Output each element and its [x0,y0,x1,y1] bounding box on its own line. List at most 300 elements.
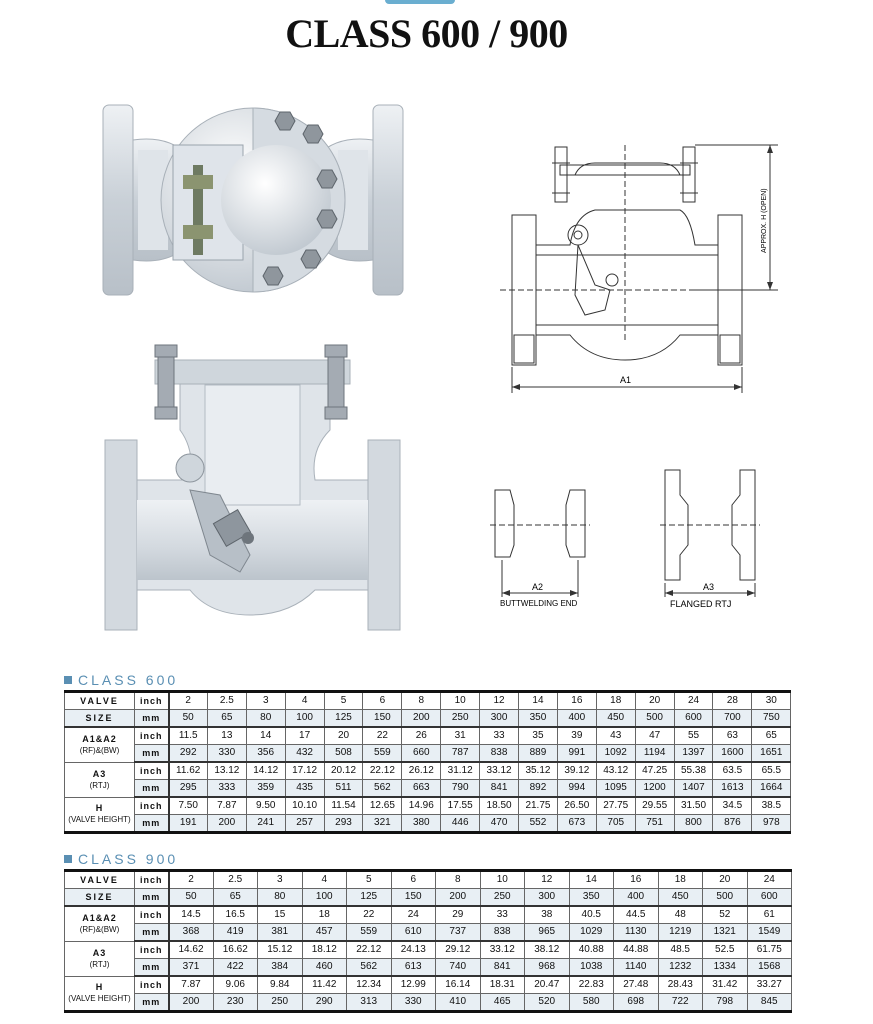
unit-cell: mm [135,889,169,907]
valve-exterior-illustration [98,95,408,305]
table-cell: 14 [569,871,614,889]
table-cell: 1568 [747,959,792,977]
table-cell: 800 [674,815,713,833]
table-cell: 12.99 [391,976,436,994]
table-cell: 460 [302,959,347,977]
row-label [65,906,135,941]
table-row [65,976,792,994]
flanged-rtj-label: FLANGED RTJ [670,599,732,609]
table-cell: 65.5 [752,762,791,780]
table-cell: 4 [285,692,324,710]
table-cell: 292 [169,745,208,763]
table-cell: 24 [391,906,436,924]
table-cell: 100 [302,889,347,907]
table-cell: 1095 [596,780,635,798]
table-cell: 876 [713,815,752,833]
row-label-main: A3 [92,947,107,958]
unit-cell: inch [135,797,169,815]
table-cell: 419 [213,924,258,942]
table-cell: 293 [324,815,363,833]
unit-cell: inch [135,906,169,924]
table-cell: 750 [752,710,791,728]
table-cell: 191 [169,815,208,833]
table-cell: 20.12 [324,762,363,780]
table-cell: 31.42 [703,976,748,994]
table-cell: 33.12 [480,941,525,959]
table-row [65,924,792,942]
table-cell: 1664 [752,780,791,798]
table-cell: 610 [391,924,436,942]
row-label [65,762,135,797]
table-cell: 380 [402,815,441,833]
table-cell: 1651 [752,745,791,763]
row-label-sub: (RTJ) [89,780,110,790]
table-cell: 48.5 [658,941,703,959]
row-label-main: H [95,803,104,814]
table-cell: 16.62 [213,941,258,959]
table-row [65,710,791,728]
table-cell: 740 [436,959,481,977]
table-cell: 600 [747,889,792,907]
table-cell: 700 [713,710,752,728]
table-cell: 29.55 [635,797,674,815]
table-cell: 20 [635,692,674,710]
table-cell: 43.12 [596,762,635,780]
table-cell: 737 [436,924,481,942]
table-cell: 613 [391,959,436,977]
table-cell: 368 [169,924,214,942]
table-cell: 31 [441,727,480,745]
table-cell: 3 [246,692,285,710]
unit-cell: inch [135,762,169,780]
unit-cell: mm [135,780,169,798]
buttwelding-end-label: BUTTWELDING END [500,599,578,608]
unit-cell: mm [135,745,169,763]
square-bullet-icon [64,855,72,863]
table-cell: 384 [258,959,303,977]
a2-dimension-label: A2 [532,582,544,592]
row-label [65,976,135,1012]
table-cell: 22.12 [347,941,392,959]
table-cell: 257 [285,815,324,833]
table-cell: 422 [213,959,258,977]
table-cell: 63 [713,727,752,745]
table-cell: 8 [402,692,441,710]
table-cell: 295 [169,780,208,798]
table-cell: 450 [596,710,635,728]
unit-cell: mm [135,924,169,942]
table-cell: 892 [519,780,558,798]
a1-dimension-label: A1 [620,375,632,385]
table-cell: 18 [658,871,703,889]
table-cell: 9.84 [258,976,303,994]
table-cell: 1397 [674,745,713,763]
table-cell: 18 [596,692,635,710]
table-cell: 13.12 [207,762,246,780]
table-cell: 508 [324,745,363,763]
table-cell: 22.83 [569,976,614,994]
table-cell: 559 [363,745,402,763]
unit-cell: inch [135,871,169,889]
table-cell: 787 [441,745,480,763]
table-cell: 698 [614,994,659,1012]
table-cell: 18.31 [480,976,525,994]
table-cell: 18.12 [302,941,347,959]
valve-section-illustration [100,340,405,635]
row-label-sub: (VALVE HEIGHT) [68,815,131,825]
table-cell: 371 [169,959,214,977]
table-cell: 28.43 [658,976,703,994]
table-cell: 446 [441,815,480,833]
table-row [65,780,791,798]
table-cell: 1092 [596,745,635,763]
table-row [65,815,791,833]
table-cell: 300 [480,710,519,728]
table-cell: 31.12 [441,762,480,780]
table-cell: 562 [363,780,402,798]
table-cell: 14.12 [246,762,285,780]
table-cell: 500 [703,889,748,907]
table-cell: 200 [169,994,214,1012]
table-cell: 465 [480,994,525,1012]
table-cell: 33 [480,906,525,924]
table-cell: 14 [519,692,558,710]
table-cell: 200 [402,710,441,728]
table-cell: 12.34 [347,976,392,994]
table-cell: 313 [347,994,392,1012]
table-cell: 994 [557,780,596,798]
unit-cell: inch [135,941,169,959]
table-cell: 5 [324,692,363,710]
table-cell: 44.5 [614,906,659,924]
table-cell: 150 [391,889,436,907]
table-cell: 1219 [658,924,703,942]
table-cell: 150 [363,710,402,728]
table-row [65,871,792,889]
table-cell: 330 [391,994,436,1012]
table-cell: 14 [246,727,285,745]
table-cell: 200 [207,815,246,833]
table-cell: 2 [169,871,214,889]
table-cell: 552 [519,815,558,833]
table-cell: 290 [302,994,347,1012]
table-cell: 22.12 [363,762,402,780]
table-cell: 722 [658,994,703,1012]
table-cell: 47.25 [635,762,674,780]
table-cell: 978 [752,815,791,833]
table-cell: 27.75 [596,797,635,815]
table-cell: 11.42 [302,976,347,994]
table-cell: 10 [480,871,525,889]
table-cell: 52.5 [703,941,748,959]
row-label [65,727,135,762]
table-cell: 359 [246,780,285,798]
table-cell: 250 [258,994,303,1012]
table-cell: 1549 [747,924,792,942]
table-cell: 10 [441,692,480,710]
table-cell: 1130 [614,924,659,942]
class900-heading-text: CLASS 900 [78,851,179,867]
row-label-sub: (RF)&(BW) [79,745,120,755]
table-cell: 16.14 [436,976,481,994]
table-cell: 381 [258,924,303,942]
table-cell: 432 [285,745,324,763]
square-bullet-icon [64,676,72,684]
table-cell: 28 [713,692,752,710]
table-cell: 798 [703,994,748,1012]
table-row [65,959,792,977]
table-row [65,727,791,745]
table-cell: 200 [436,889,481,907]
table-cell: 965 [525,924,570,942]
table-row [65,941,792,959]
table-cell: 330 [207,745,246,763]
table-cell: 125 [324,710,363,728]
table-cell: 47 [635,727,674,745]
table-cell: 1613 [713,780,752,798]
table-cell: 125 [347,889,392,907]
table-cell: 24 [674,692,713,710]
table-cell: 2.5 [213,871,258,889]
table-cell: 17 [285,727,324,745]
table-cell: 16 [614,871,659,889]
table-cell: 838 [480,745,519,763]
table-cell: 321 [363,815,402,833]
table-cell: 11.54 [324,797,363,815]
table-cell: 29.12 [436,941,481,959]
table-cell: 838 [480,924,525,942]
table-cell: 250 [441,710,480,728]
table-cell: 18 [302,906,347,924]
table-cell: 65 [752,727,791,745]
table-cell: 50 [169,889,214,907]
table-cell: 14.62 [169,941,214,959]
table-cell: 35.12 [519,762,558,780]
row-label: SIZE [65,710,135,728]
table-cell: 18.50 [480,797,519,815]
table-cell: 38.12 [525,941,570,959]
table-cell: 1321 [703,924,748,942]
unit-cell: mm [135,994,169,1012]
table-cell: 26.50 [557,797,596,815]
table-row [65,797,791,815]
table-cell: 1140 [614,959,659,977]
table-cell: 6 [363,692,402,710]
row-label: VALVE [65,692,135,710]
table-cell: 33.12 [480,762,519,780]
table-cell: 16 [557,692,596,710]
table-cell: 5 [347,871,392,889]
table-cell: 1334 [703,959,748,977]
table-cell: 7.50 [169,797,208,815]
table-cell: 841 [480,959,525,977]
table-cell: 80 [246,710,285,728]
table-cell: 40.88 [569,941,614,959]
table-cell: 9.50 [246,797,285,815]
table-cell: 21.75 [519,797,558,815]
buttwelding-end-drawing [490,485,590,610]
class600-heading [64,672,178,688]
row-label-sub: (RTJ) [89,959,110,969]
table-cell: 2.5 [207,692,246,710]
table-cell: 13 [207,727,246,745]
row-label: SIZE [65,889,135,907]
row-label-main: A3 [92,768,107,779]
table-cell: 968 [525,959,570,977]
table-cell: 43 [596,727,635,745]
table-cell: 400 [614,889,659,907]
unit-cell: inch [135,727,169,745]
table-row [65,745,791,763]
table-cell: 20 [324,727,363,745]
table-cell: 1029 [569,924,614,942]
table-row [65,889,792,907]
table-cell: 600 [674,710,713,728]
table-cell: 673 [557,815,596,833]
table-cell: 1407 [674,780,713,798]
table-cell: 55 [674,727,713,745]
table-cell: 300 [525,889,570,907]
table-cell: 241 [246,815,285,833]
class600-dimension-table [64,690,791,834]
table-cell: 10.10 [285,797,324,815]
table-cell: 11.62 [169,762,208,780]
table-cell: 9.06 [213,976,258,994]
table-cell: 3 [258,871,303,889]
class600-heading-text: CLASS 600 [78,672,179,688]
table-cell: 559 [347,924,392,942]
approx-h-label: APPROX. H (OPEN) [761,188,768,253]
table-cell: 562 [347,959,392,977]
table-cell: 65 [213,889,258,907]
table-cell: 705 [596,815,635,833]
row-label: VALVE [65,871,135,889]
table-cell: 841 [480,780,519,798]
table-cell: 7.87 [207,797,246,815]
class900-dimension-table [64,869,792,1013]
unit-cell: mm [135,710,169,728]
table-cell: 333 [207,780,246,798]
table-cell: 33 [480,727,519,745]
row-label-main: A1&A2 [82,912,117,923]
table-cell: 22 [347,906,392,924]
unit-cell: inch [135,976,169,994]
page-title: CLASS 600 / 900 [285,11,568,56]
row-label-main: A1&A2 [82,733,117,744]
unit-cell: inch [135,692,169,710]
table-cell: 470 [480,815,519,833]
table-cell: 52 [703,906,748,924]
table-cell: 790 [441,780,480,798]
table-cell: 991 [557,745,596,763]
a3-dimension-label: A3 [703,582,715,592]
table-cell: 20.47 [525,976,570,994]
table-cell: 22 [363,727,402,745]
table-cell: 33.27 [747,976,792,994]
table-cell: 663 [402,780,441,798]
table-cell: 511 [324,780,363,798]
table-cell: 250 [480,889,525,907]
table-row [65,762,791,780]
row-label-sub: (RF)&(BW) [79,924,120,934]
table-cell: 17.12 [285,762,324,780]
table-cell: 889 [519,745,558,763]
table-cell: 48 [658,906,703,924]
row-label-sub: (VALVE HEIGHT) [68,994,131,1004]
table-cell: 435 [285,780,324,798]
table-cell: 1194 [635,745,674,763]
table-cell: 356 [246,745,285,763]
table-cell: 400 [557,710,596,728]
table-row [65,692,791,710]
table-cell: 500 [635,710,674,728]
table-cell: 14.96 [402,797,441,815]
table-cell: 80 [258,889,303,907]
table-cell: 8 [436,871,481,889]
table-cell: 350 [519,710,558,728]
unit-cell: mm [135,815,169,833]
table-cell: 12 [525,871,570,889]
table-cell: 39 [557,727,596,745]
table-cell: 12.65 [363,797,402,815]
table-cell: 15 [258,906,303,924]
table-cell: 2 [169,692,208,710]
table-cell: 17.55 [441,797,480,815]
table-cell: 30 [752,692,791,710]
table-cell: 24.13 [391,941,436,959]
valve-dimension-drawing [500,135,790,395]
flanged-rtj-drawing [660,465,760,610]
table-cell: 44.88 [614,941,659,959]
table-cell: 55.38 [674,762,713,780]
table-cell: 16.5 [213,906,258,924]
table-cell: 26 [402,727,441,745]
row-label [65,941,135,976]
table-cell: 6 [391,871,436,889]
table-cell: 26.12 [402,762,441,780]
table-cell: 24 [747,871,792,889]
table-cell: 38.5 [752,797,791,815]
table-cell: 35 [519,727,558,745]
table-cell: 15.12 [258,941,303,959]
table-cell: 39.12 [557,762,596,780]
table-cell: 4 [302,871,347,889]
table-cell: 230 [213,994,258,1012]
top-accent-bar [385,0,455,4]
table-cell: 1600 [713,745,752,763]
table-cell: 1232 [658,959,703,977]
table-cell: 457 [302,924,347,942]
table-row [65,906,792,924]
table-cell: 61.75 [747,941,792,959]
table-row [65,994,792,1012]
table-cell: 410 [436,994,481,1012]
table-cell: 50 [169,710,208,728]
table-cell: 660 [402,745,441,763]
table-cell: 580 [569,994,614,1012]
unit-cell: mm [135,959,169,977]
table-cell: 65 [207,710,246,728]
table-cell: 63.5 [713,762,752,780]
table-cell: 11.5 [169,727,208,745]
table-cell: 29 [436,906,481,924]
table-cell: 1200 [635,780,674,798]
table-cell: 845 [747,994,792,1012]
table-cell: 520 [525,994,570,1012]
table-cell: 14.5 [169,906,214,924]
table-cell: 34.5 [713,797,752,815]
table-cell: 12 [480,692,519,710]
